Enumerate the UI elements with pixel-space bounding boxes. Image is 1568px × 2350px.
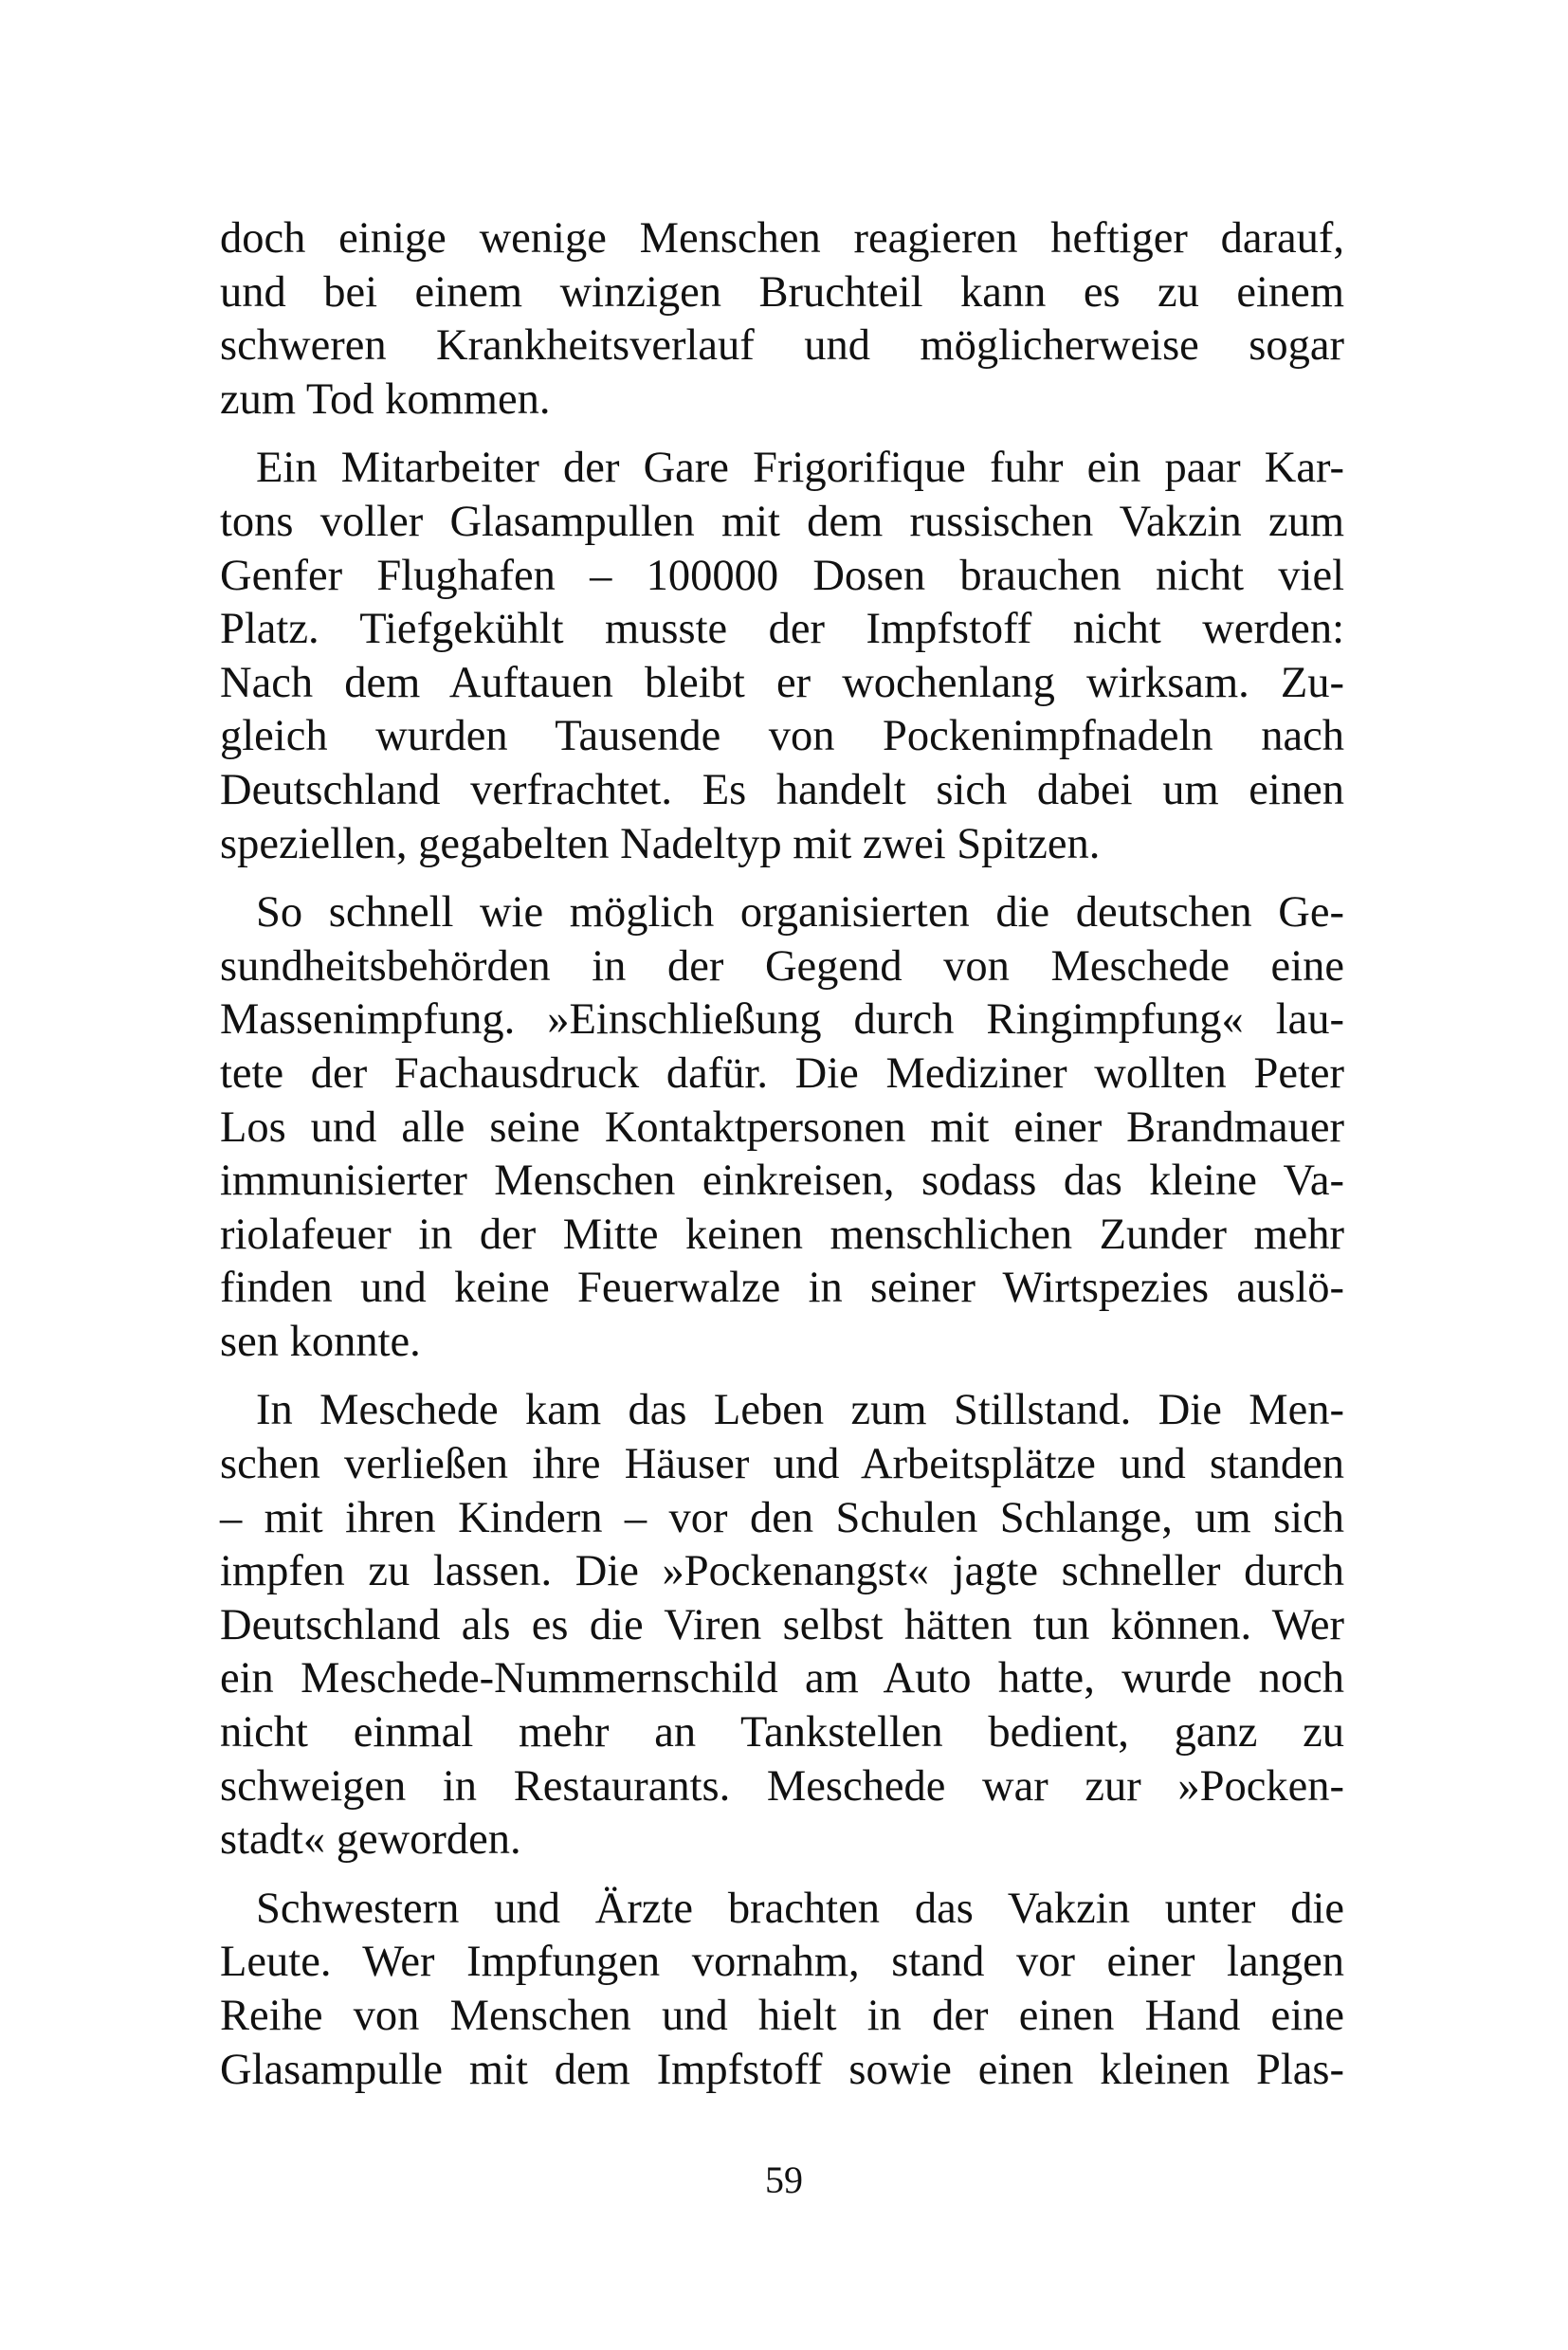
- text-line: stadt« geworden.: [220, 1815, 521, 1865]
- paragraph-gap: [220, 427, 1344, 442]
- text-line: impfen zu lassen. Die »Pockenangst« jagte schneller durch: [220, 1547, 1344, 1596]
- text-line: Reihe von Menschen und hielt in der einen Hand eine: [220, 1992, 1344, 2040]
- text-line: speziellen, gegabelten Nadeltyp mit zwei Spitzen.: [220, 819, 1101, 868]
- text-line: Ein Mitarbeiter der Gare Frigorifique fuhr ein paar Kar-: [256, 444, 1344, 493]
- text-line: Glasampulle mit dem Impfstoff sowie einen kleinen Plas-: [220, 2045, 1344, 2094]
- text-line: immunisierter Menschen einkreisen, sodass das kleine Va-: [220, 1157, 1344, 1206]
- text-line: Schwestern und Ärzte brachten das Vakzin unter die: [256, 1884, 1344, 1933]
- text-line: So schnell wie möglich organisierten die deutschen Ge-: [256, 888, 1344, 938]
- text-line: zum Tod kommen.: [220, 374, 551, 424]
- text-line: gleich wurden Tausende von Pockenimpfnadeln nach: [220, 712, 1344, 761]
- text-line: schweren Krankheitsverlauf und möglicherweise sogar: [220, 321, 1344, 371]
- paragraph: [220, 886, 1344, 1369]
- text-line: tons voller Glasampullen mit dem russischen Vakzin zum: [220, 497, 1344, 546]
- page-number: 59: [765, 2159, 803, 2201]
- text-line: In Meschede kam das Leben zum Stillstand. Die Men-: [256, 1386, 1344, 1435]
- text-line: schweigen in Restaurants. Meschede war zur »Pocken-: [220, 1761, 1344, 1811]
- paragraph: [220, 1384, 1344, 1867]
- paragraph: [220, 212, 1344, 427]
- text-line: tete der Fachausdruck dafür. Die Mediziner wollten Peter: [220, 1048, 1344, 1098]
- text-line: sundheitsbehörden in der Gegend von Meschede eine: [220, 941, 1344, 991]
- text-line: Los und alle seine Kontaktpersonen mit einer Brandmauer: [220, 1102, 1344, 1152]
- text-line: nicht einmal mehr an Tankstellen bedient, ganz zu: [220, 1708, 1344, 1758]
- text-line: Deutschland verfrachtet. Es handelt sich dabei um einen: [220, 765, 1344, 814]
- text-line: finden und keine Feuerwalze in seiner Wirtspezies auslö-: [220, 1264, 1344, 1313]
- paragraph: [220, 442, 1344, 871]
- text-line: – mit ihren Kindern – vor den Schulen Schlange, um sich: [220, 1493, 1344, 1542]
- text-line: Platz. Tiefgekühlt musste der Impfstoff nicht werden:: [220, 605, 1344, 654]
- text-line: Nach dem Auftauen bleibt er wochenlang wirksam. Zu-: [220, 658, 1344, 707]
- text-line: ein Meschede-Nummernschild am Auto hatte, wurde noch: [220, 1654, 1344, 1703]
- text-line: sen konnte.: [220, 1317, 421, 1366]
- text-line: und bei einem winzigen Bruchteil kann es zu einem: [220, 267, 1344, 317]
- text-line: Massenimpfung. »Einschließung durch Ringimpfung« lau-: [220, 995, 1344, 1045]
- text-line: Deutschland als es die Viren selbst hätten tun können. Wer: [220, 1600, 1344, 1649]
- text-line: doch einige wenige Menschen reagieren heftiger darauf,: [220, 214, 1344, 263]
- paragraph-gap: [220, 1867, 1344, 1883]
- body-text: [220, 212, 1344, 2097]
- paragraph-gap: [220, 1369, 1344, 1384]
- text-line: Genfer Flughafen – 100000 Dosen brauchen nicht viel: [220, 551, 1344, 600]
- text-line: riolafeuer in der Mitte keinen menschlichen Zunder mehr: [220, 1210, 1344, 1259]
- paragraph: [220, 1883, 1344, 2097]
- paragraph-gap: [220, 871, 1344, 886]
- text-line: schen verließen ihre Häuser und Arbeitsplätze und standen: [220, 1440, 1344, 1489]
- text-line: Leute. Wer Impfungen vornahm, stand vor einer langen: [220, 1938, 1344, 1987]
